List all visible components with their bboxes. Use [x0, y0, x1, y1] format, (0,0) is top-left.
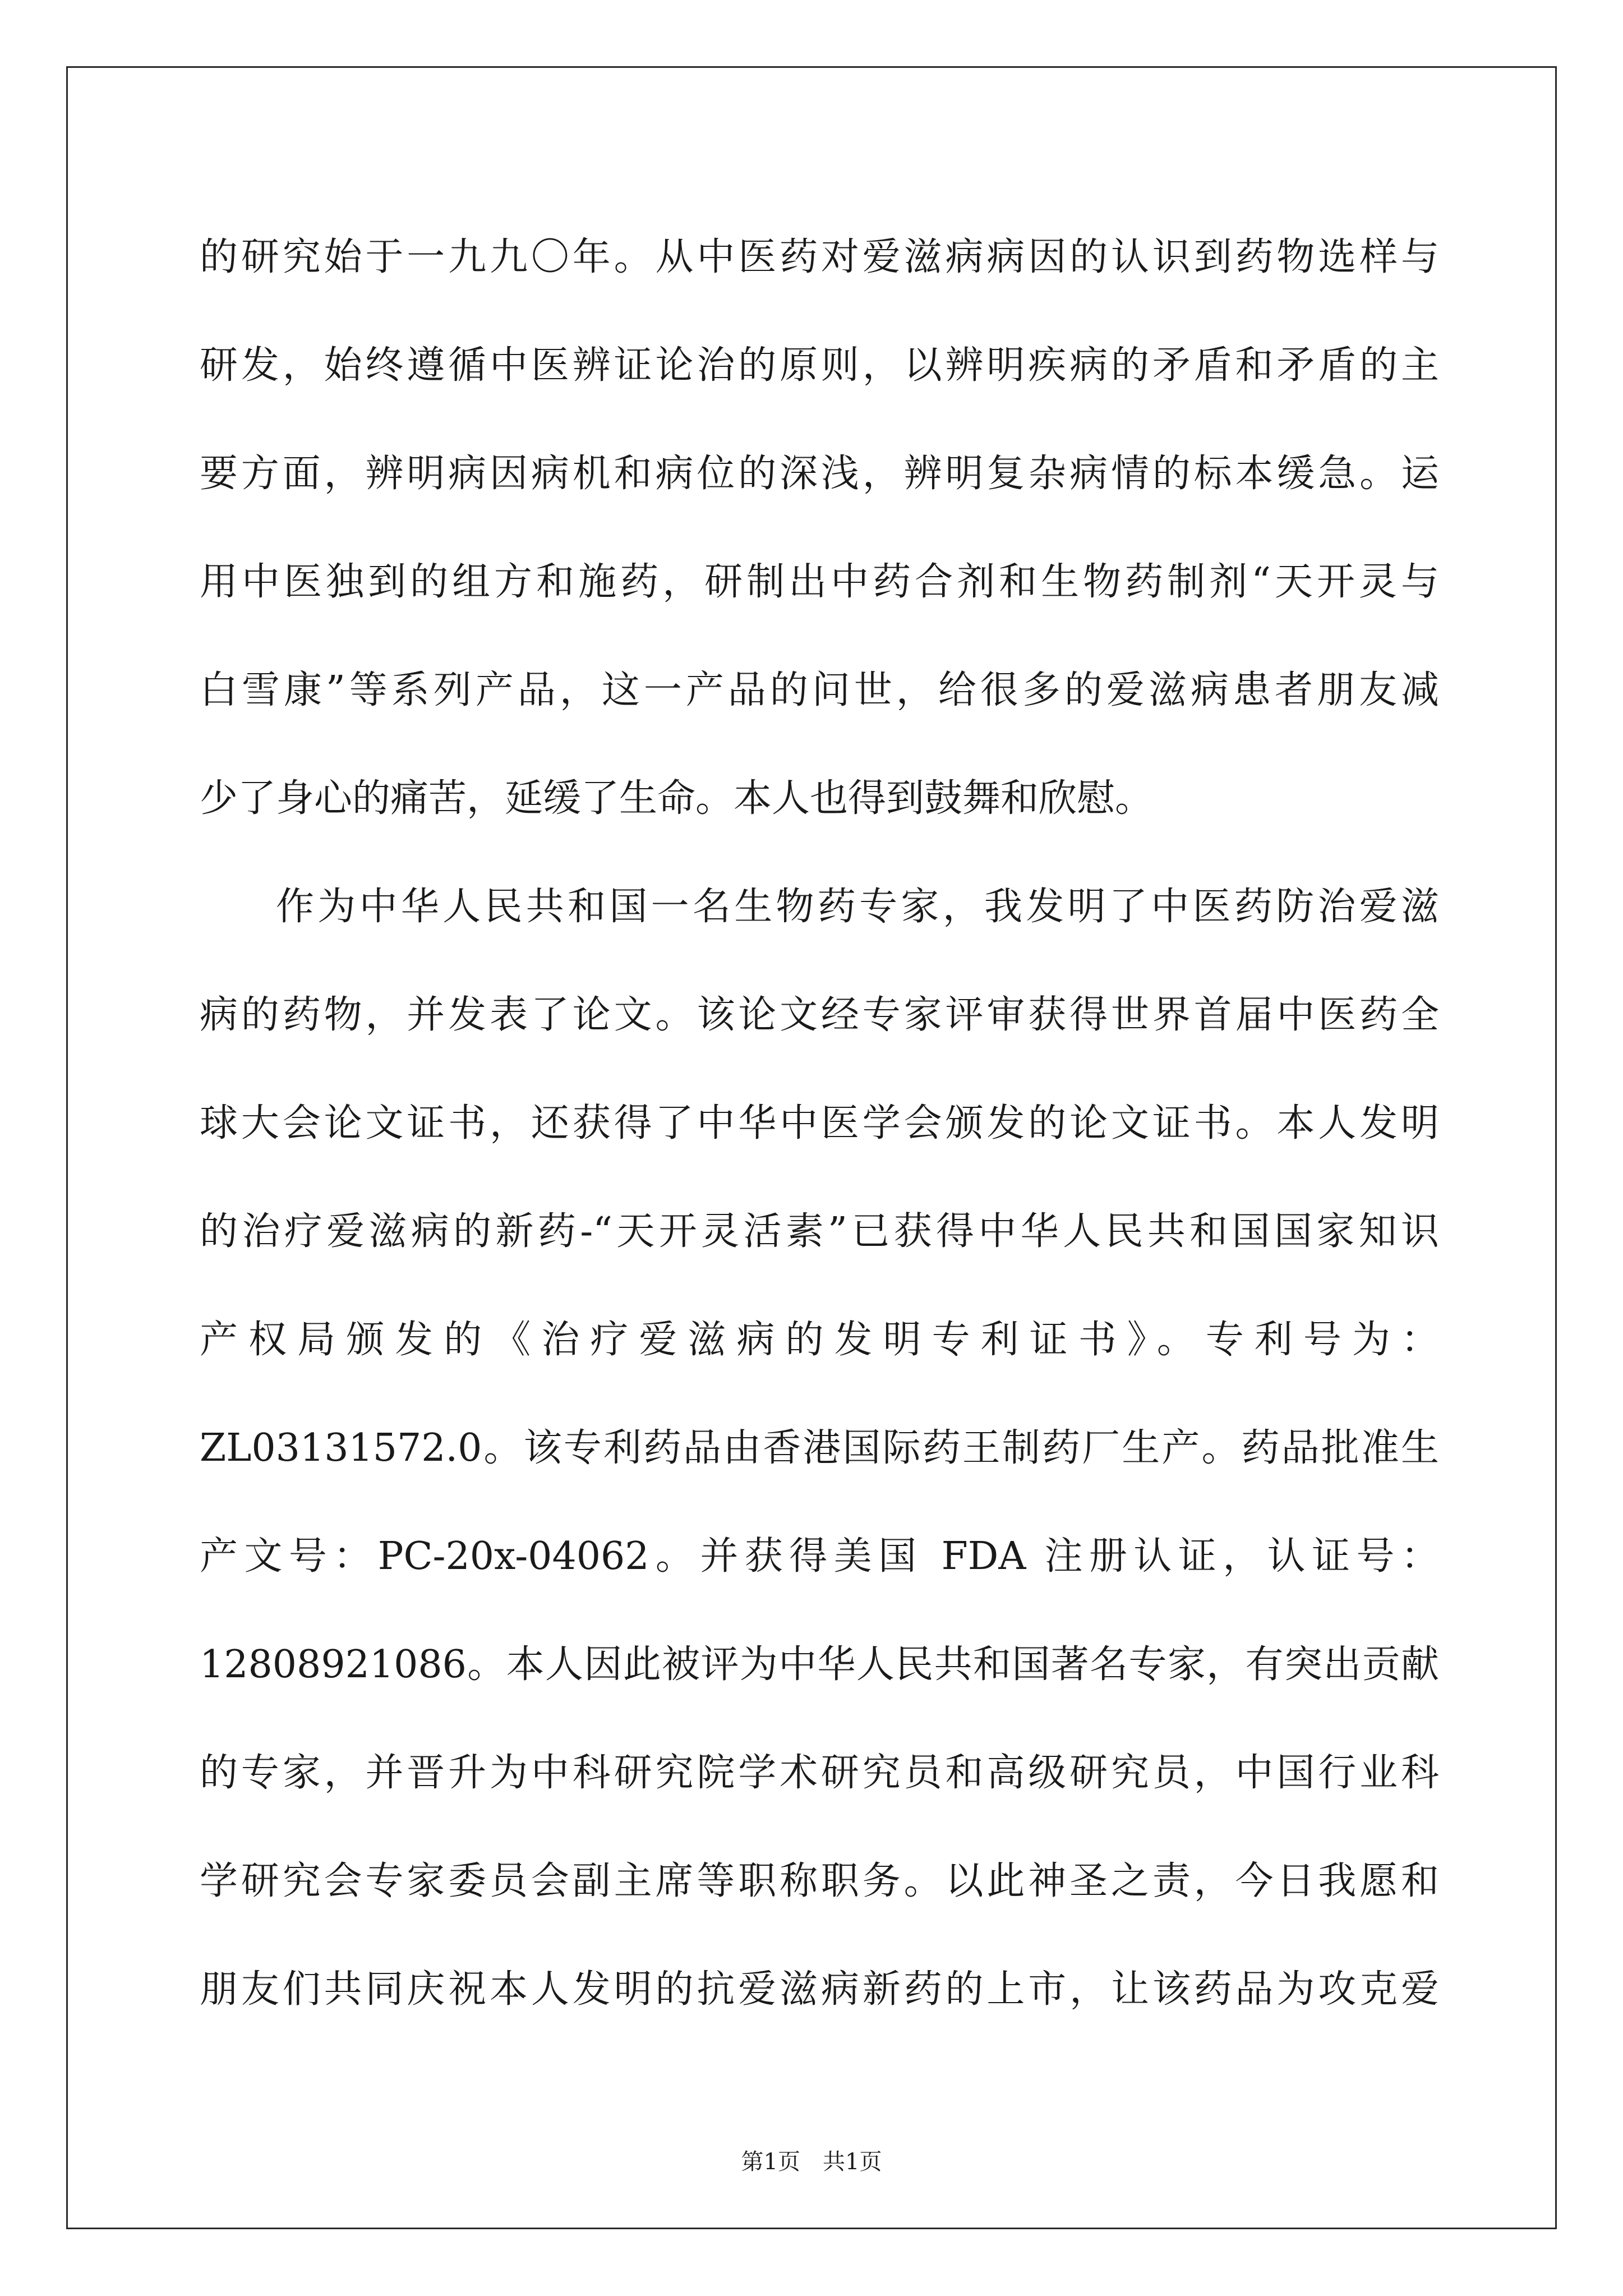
- text-line: 产权局颁发的《治疗爱滋病的发明专利证书》。专利号为：: [200, 1318, 1439, 1362]
- text-line: 研发，始终遵循中医辨证论治的原则，以辨明疾病的矛盾和矛盾的主: [200, 343, 1439, 388]
- text-line: 球大会论文证书，还获得了中华中医学会颁发的论文证书。本人发明: [200, 1101, 1439, 1145]
- text-line: 的专家，并晋升为中科研究院学术研究员和高级研究员，中国行业科: [200, 1751, 1439, 1795]
- text-line: 产文号：PC-20x-04062。并获得美国 FDA 注册认证，认证号：: [200, 1534, 1439, 1579]
- document-body: [200, 203, 1439, 2044]
- text-line: 白雪康”等系列产品，这一产品的问世，给很多的爱滋病患者朋友减: [200, 668, 1439, 712]
- text-line: 病的药物，并发表了论文。该论文经专家评审获得世界首届中医药全: [200, 993, 1439, 1037]
- page-number-footer: 第1页 共1页: [741, 2149, 882, 2175]
- text-line: 的研究始于一九九〇年。从中医药对爱滋病病因的认识到药物选样与: [200, 235, 1439, 279]
- text-line: 学研究会专家委员会副主席等职称职务。以此神圣之责，今日我愿和: [200, 1859, 1439, 1903]
- text-line: 要方面，辨明病因病机和病位的深浅，辨明复杂病情的标本缓急。运: [200, 452, 1439, 496]
- paragraph-first-line: 作为中华人民共和国一名生物药专家，我发明了中医药防治爱滋: [276, 885, 1439, 929]
- text-line: 的治疗爱滋病的新药-“天开灵活素”已获得中华人民共和国国家知识: [200, 1209, 1439, 1254]
- text-line: 用中医独到的组方和施药，研制出中药合剂和生物药制剂“天开灵与: [200, 560, 1439, 604]
- text-line: 朋友们共同庆祝本人发明的抗爱滋病新药的上市，让该药品为攻克爱: [200, 1967, 1439, 2012]
- text-line: 少了身心的痛苦，延缓了生命。本人也得到鼓舞和欣慰。: [200, 776, 1154, 821]
- text-line: 12808921086。本人因此被评为中华人民共和国著名专家，有突出贡献: [200, 1642, 1439, 1687]
- text-line: ZL03131572.0。该专利药品由香港国际药王制药厂生产。药品批准生: [200, 1426, 1439, 1470]
